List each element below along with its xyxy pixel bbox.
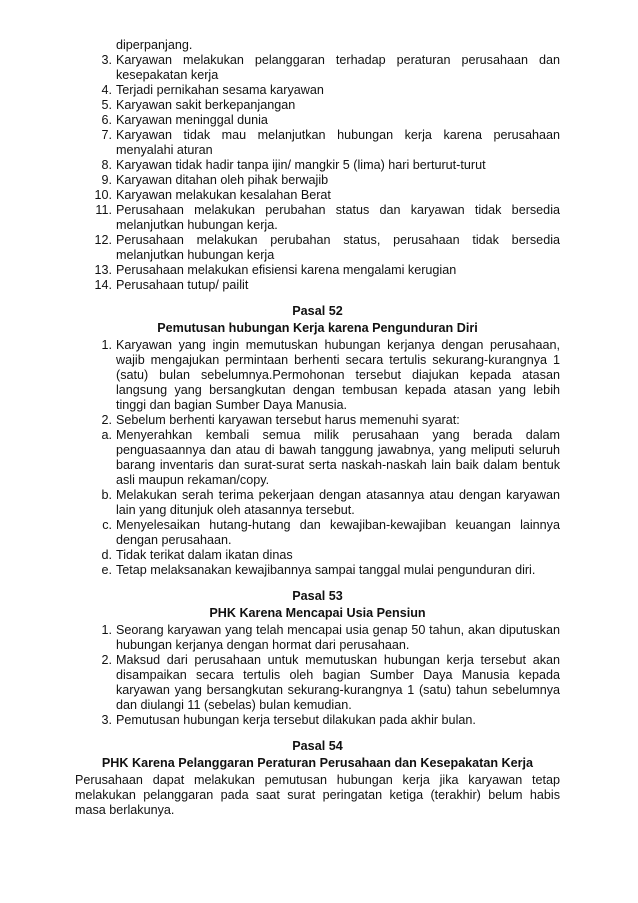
list-item-text: Karyawan tidak mau melanjutkan hubungan kerja karena perusahaan: [116, 128, 560, 142]
list-item-text: Karyawan sakit berkepanjangan: [116, 98, 296, 112]
list-item-text: Seorang karyawan yang telah mencapai usia genap 50 tahun, akan diputuskan: [116, 623, 560, 637]
list-item-text: karyawan yang bersangkutan sekurang-kurangnya 1 (satu) tahun sebelumnya: [116, 683, 560, 697]
list-item-text: Maksud dari perusahaan untuk memutuskan hubungan kerja tersebut akan: [116, 653, 560, 667]
list-item-number: 9.: [101, 173, 112, 187]
list-item-number: 2.: [101, 413, 112, 427]
list-item-number: 8.: [101, 158, 112, 172]
list-item-text: wajib mengajukan permintaan berhenti secara tertulis sekurang-kurangnya 1: [116, 353, 560, 367]
list-item-number: 13.: [94, 263, 112, 277]
list-item-text: Karyawan melakukan pelanggaran terhadap peraturan perusahaan dan: [116, 53, 560, 67]
list-item-text: Tetap melaksanakan kewajibannya sampai tanggal mulai pengunduran diri.: [116, 563, 536, 577]
list-item-text: tinggi dan bagian Sumber Daya Manusia.: [116, 398, 348, 412]
list-item-number: 12.: [94, 233, 112, 247]
pasal-54-title: Pasal 54: [292, 739, 343, 753]
pasal-54-subtitle: PHK Karena Pelanggaran Peraturan Perusahaan dan Kesepakatan Kerja: [101, 756, 534, 770]
paragraph-line: masa berlakunya.: [75, 803, 175, 817]
list-item-text: Pemutusan hubungan kerja tersebut dilakukan pada akhir bulan.: [116, 713, 476, 727]
list-item-number: 6.: [101, 113, 112, 127]
list-item-text: Menyelesaikan hutang-hutang dan kewajiban-kewajiban keuangan lainnya: [116, 518, 560, 532]
list-item-text: dan diulangi 11 (sebelas) bulan kemudian.: [116, 698, 352, 712]
list-item-text: Karyawan yang ingin memutuskan hubungan kerjanya dengan perusahaan,: [116, 338, 560, 352]
list-item-text: Karyawan tidak hadir tanpa ijin/ mangkir 5 (lima) hari berturut-turut: [116, 158, 486, 172]
list-item-text: barang inventaris dan surat-surat serta naskah-naskah lain baik dalam bentuk: [116, 458, 560, 472]
list-item-text: Terjadi pernikahan sesama karyawan: [116, 83, 324, 97]
list-item-text: Karyawan ditahan oleh pihak berwajib: [116, 173, 329, 187]
list-item-text: Perusahaan tutup/ pailit: [116, 278, 249, 292]
list-item-text: dengan perusahaan.: [116, 533, 232, 547]
list-item-text: lain yang ditunjuk oleh atasannya tersebut.: [116, 503, 355, 517]
continued-text: diperpanjang.: [116, 38, 193, 52]
list-item-text: asli maupun rekaman/copy.: [116, 473, 270, 487]
list-item-text: disampaikan secara tertulis oleh bagian Sumber Daya Manusia kepada: [116, 668, 560, 682]
list-item-text: (satu) bulan sebelumnya.Permohonan tersebut diajukan kepada atasan: [116, 368, 560, 382]
list-item-text: Karyawan meninggal dunia: [116, 113, 268, 127]
list-item-text: Sebelum berhenti karyawan tersebut harus memenuhi syarat:: [116, 413, 460, 427]
pasal-52-title: Pasal 52: [292, 304, 343, 318]
list-item-text: langsung yang bersangkutan dengan tembusan kepada atasan yang lebih: [116, 383, 560, 397]
list-item-number: 5.: [101, 98, 112, 112]
list-item-number: a.: [101, 428, 112, 442]
list-item-text: Tidak terikat dalam ikatan dinas: [116, 548, 293, 562]
list-item-text: penguasaannya dan atau di bawah tanggung jawabnya, yang meliputi seluruh: [116, 443, 560, 457]
pasal-53-title: Pasal 53: [292, 589, 343, 603]
list-item-number: 3.: [101, 53, 112, 67]
list-item-text: Perusahaan melakukan perubahan status, perusahaan tidak bersedia: [116, 233, 560, 247]
list-item-number: 11.: [95, 203, 112, 217]
list-item-text: menyalahi aturan: [116, 143, 213, 157]
list-item-number: 10.: [94, 188, 112, 202]
list-item-number: 4.: [101, 83, 112, 97]
list-item-number: 1.: [101, 338, 112, 352]
paragraph-line: Perusahaan dapat melakukan pemutusan hubungan kerja jika karyawan tetap: [75, 773, 560, 787]
list-item-number: 14.: [94, 278, 112, 292]
list-item-text: melanjutkan hubungan kerja.: [116, 218, 278, 232]
list-item-number: b.: [101, 488, 112, 502]
list-item-number: 7.: [101, 128, 112, 142]
list-item-text: kesepakatan kerja: [116, 68, 219, 82]
list-item-text: melanjutkan hubungan kerja: [116, 248, 275, 262]
list-item-number: c.: [102, 518, 112, 532]
list-item-text: Karyawan melakukan kesalahan Berat: [116, 188, 331, 202]
paragraph-line: melakukan pelanggaran pada saat surat peringatan ketiga (terakhir) belum habis: [75, 788, 560, 802]
list-item-number: 2.: [101, 653, 112, 667]
list-item-text: Perusahaan melakukan efisiensi karena mengalami kerugian: [116, 263, 457, 277]
list-item-text: Menyerahkan kembali semua milik perusahaan yang berada dalam: [116, 428, 560, 442]
list-item-text: Melakukan serah terima pekerjaan dengan atasannya atau dengan karyawan: [116, 488, 560, 502]
list-item-text: hubungan kerjanya dengan hormat dari perusahaan.: [116, 638, 410, 652]
list-item-number: e.: [101, 563, 112, 577]
list-item-number: 3.: [101, 713, 112, 727]
list-item-number: 1.: [101, 623, 112, 637]
pasal-52-subtitle: Pemutusan hubungan Kerja karena Pengunduran Diri: [157, 321, 478, 335]
list-item-number: d.: [101, 548, 112, 562]
list-item-text: Perusahaan melakukan perubahan status dan karyawan tidak bersedia: [116, 203, 560, 217]
pasal-53-subtitle: PHK Karena Mencapai Usia Pensiun: [209, 606, 426, 620]
